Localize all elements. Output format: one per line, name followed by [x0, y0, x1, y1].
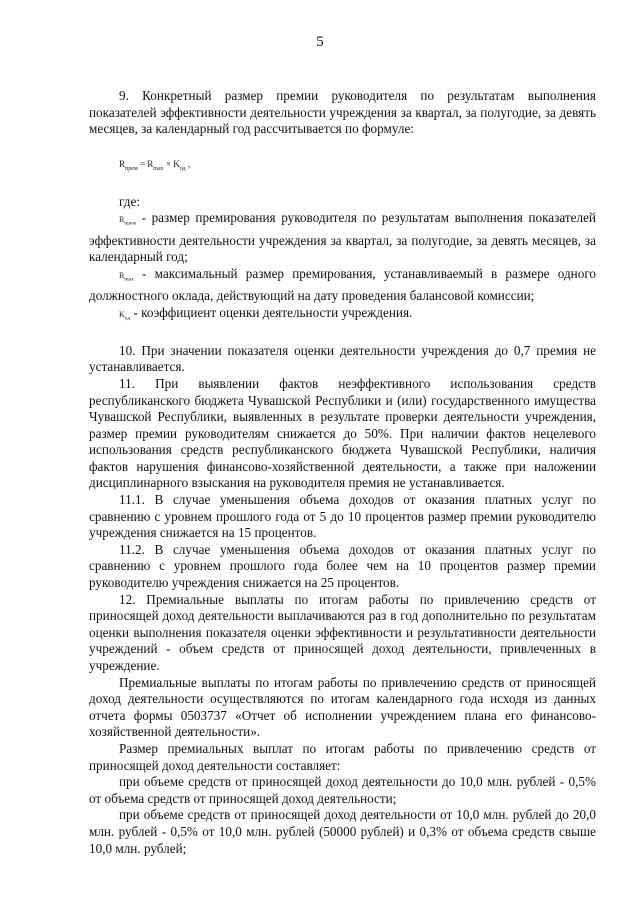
symbol-kod: $K_{од}$: [119, 309, 131, 322]
formula-lhs: R: [119, 158, 126, 169]
definition-rprem-text: - размер премирования руководителя по результатам выполнения показателей эффективности деятельности учреждения за квартал, за полугодие, за девять месяцев, за календарный год;: [89, 210, 596, 265]
document-body: [89, 88, 596, 857]
formula-tail: ,: [185, 158, 191, 169]
definition-kod: [89, 305, 596, 327]
paragraph-10m-to-20m: при объеме средств от приносящей доход деятельности от 10,0 млн. рублей до 20,0 млн. рублей - 0,5% от 10,0 млн. рублей (50000 рублей) и 0,3% от объема средств свыше 10,0 млн. рублей;: [89, 807, 596, 856]
paragraph-11-2: 11.2. В случае уменьшения объема доходов от оказания платных услуг по сравнению с уровнем прошлого года более чем на 10 процентов размер премии руководителю учреждения снижается на 25 процентов.: [89, 541, 596, 591]
definition-rmax-text: - максимальный размер премирования, устанавливаемый в размере одного должностного оклада, действующий на дату проведения балансовой комиссии;: [89, 265, 596, 303]
definition-rmax: [89, 266, 596, 305]
formula-rmax: R: [147, 158, 154, 169]
definition-kod-text: - коэффициент оценки деятельности учреждения.: [130, 304, 413, 320]
paragraph-up-to-10m: при объеме средств от приносящей доход деятельности до 10,0 млн. рублей - 0,5% от объема средств от приносящей доход деятельности;: [89, 774, 596, 806]
where-label: где:: [119, 193, 140, 209]
paragraph-premium-report: Премиальные выплаты по итогам работы по привлечению средств от приносящей доход деятельности осуществляются по итогам календарного года исходя из данных отчета формы 0503737 «Отчет об исполнении учреждением плана его финансово-хозяйственной деятельности».: [89, 674, 596, 740]
formula-times: ×: [163, 158, 174, 169]
paragraph-9: 9. Конкретный размер премии руководителя по результатам выполнения показателей эффективности деятельности учреждения за квартал, за полугодие, за девять месяцев, за календарный год рассчитывается по формуле:: [89, 88, 596, 137]
paragraph-11-1: 11.1. В случае уменьшения объема доходов от оказания платных услуг по сравнению с уровнем прошлого года от 5 до 10 процентов размер премии руководителю учреждения снижается на 15 процентов.: [89, 492, 596, 541]
page-number: 5: [316, 34, 324, 50]
paragraph-12: 12. Премиальные выплаты по итогам работы по привлечению средств от приносящей доход деятельности выплачиваются раз в год дополнительно по результатам оценки выполнения показателя оценки эффективности и результативности деятельности учреждений - объем средств от приносящей доход деятельности, привлеченных в учреждение.: [89, 591, 596, 673]
formula-kod-sub: од: [179, 165, 186, 172]
formula-rmax-sub: max: [153, 165, 164, 172]
paragraph-10: 10. При значении показателя оценки деятельности учреждения до 0,7 премия не устанавливается.: [89, 342, 596, 375]
formula-equals: =: [137, 158, 148, 169]
formula-kod: K: [173, 158, 180, 169]
definition-rprem: [89, 210, 596, 265]
paragraph-premium-amount: Размер премиальных выплат по итогам работы по привлечению средств от приносящей доход деятельности составляет:: [89, 740, 596, 773]
premium-formula: [119, 156, 596, 172]
symbol-rprem: $R_{прем}$: [119, 215, 136, 227]
paragraph-11: 11. При выявлении фактов неэффективного использования средств республиканского бюджета Чувашской Республики и (или) государственного имущества Чувашской Республики, выявленных в результате проверки деятельности учреждения, размер премии руководителям снижается до 50%. При наличии фактов нецелевого использования средств республиканского бюджета Чувашской Республики, наличия фактов нарушения финансово-хозяйственной деятельности, а также при наложении дисциплинарного взыскания на руководителя премия не устанавливается.: [89, 375, 596, 491]
formula-lhs-sub: прем: [125, 165, 138, 172]
symbol-rmax: $R_{max}$: [119, 270, 134, 283]
